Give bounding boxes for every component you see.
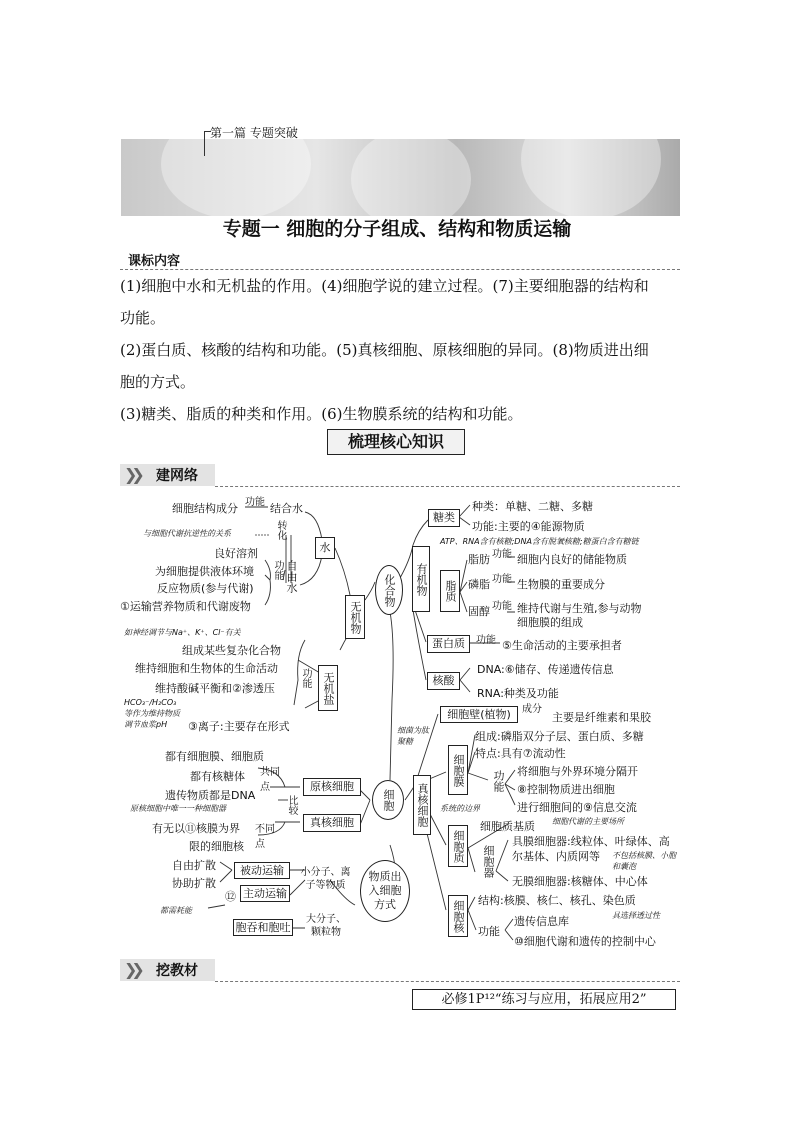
transport-note: 都需耗能 (160, 906, 192, 915)
cell-diff-item: 限的细胞核 (189, 840, 244, 853)
fat-label: 脂肪 (468, 553, 490, 566)
tab-textbook-label: 挖教材 (156, 963, 198, 979)
salt-item: 维持酸碱平衡和②渗透压 (155, 682, 275, 695)
cell-common-item: 都有细胞膜、细胞质 (165, 750, 264, 763)
free-diffusion: 自由扩散 (172, 859, 216, 872)
transport-node: 物质出入细胞方式 (360, 860, 410, 922)
nuc-func-item: ⑩细胞代谢和遗传的控制中心 (514, 935, 656, 948)
page-title: 专题一 细胞的分子组成、结构和物质运输 (222, 218, 572, 240)
func-label: 功能 (492, 601, 512, 612)
salt-item: 维持细胞和生物体的生命活动 (135, 662, 278, 675)
fat-func: 细胞内良好的储能物质 (517, 553, 627, 566)
water-item: 细胞结构成分 (172, 502, 238, 515)
curriculum-line: (2)蛋白质、核酸的结构和功能。(5)真核细胞、原核细胞的异同。(8)物质进出细 (120, 341, 649, 359)
salt-box: 无机盐 (318, 665, 338, 711)
salt-item: ③离子:主要存在形式 (188, 720, 290, 733)
compare-label: 比较 (286, 795, 297, 815)
curriculum-heading: 课标内容 (128, 254, 181, 269)
lipid-box: 脂质 (440, 570, 460, 612)
cell-diff-item: 有无以⑪核膜为界 (152, 822, 240, 835)
wall-comp-label: 成分 (522, 704, 542, 715)
organic-box: 有机物 (412, 546, 430, 612)
organelle-note: 不包括核膜、小胞和囊泡 (612, 851, 676, 871)
rna-func: RNA:种类及功能 (477, 687, 559, 700)
water-item: ①运输营养物质和代谢废物 (120, 600, 251, 613)
tab-network-label: 建网络 (156, 468, 198, 484)
small-molecules: 小分子、离子等物质 (300, 867, 351, 891)
sterol-label: 固醇 (468, 605, 490, 618)
nuc-func-item: 遗传信息库 (514, 915, 569, 928)
part-label: 第一篇 专题突破 (210, 126, 298, 140)
water-item: 为细胞提供液体环境 (155, 565, 254, 578)
sterol-func: 细胞膜的组成 (517, 616, 583, 629)
sugar-note: ATP、RNA含有核糖;DNA含有脱氧核糖;糖蛋白含有糖链 (440, 537, 639, 546)
organelle-none: 无膜细胞器:核糖体、中心体 (512, 875, 648, 888)
func-label: 功能 (492, 549, 512, 560)
mem-func-item: ⑧控制物质进出细胞 (517, 783, 615, 796)
common-label: 共同点 (260, 767, 280, 793)
salt-note2: HCO₃⁻/H₂CO₃等作为维持物质调节血浆pH (124, 698, 180, 729)
free-water: 自由水 (285, 560, 298, 593)
func-label: 功能 (492, 574, 512, 585)
organelle-label: 细胞器 (482, 845, 495, 878)
cytoplasm-box: 细胞质 (448, 825, 468, 867)
membrane-box: 细胞膜 (448, 745, 468, 795)
matrix-label: 细胞质基质 (480, 820, 535, 833)
cell-common-item: 遗传物质都是DNA (165, 789, 256, 802)
phospholipid-label: 磷脂 (468, 578, 490, 591)
water-func-label: 功能 (245, 497, 265, 508)
tab-textbook (120, 959, 215, 981)
ribosome-note: 原核细胞中唯一一种细胞器 (130, 804, 226, 813)
salt-note: 如神经调节与Na⁺、K⁺、Cl⁻有关 (124, 628, 241, 637)
salt-item: 组成某些复杂化合物 (182, 644, 281, 657)
mem-feature: 特点:具有⑦流动性 (475, 747, 566, 760)
func-label: 功能 (476, 635, 496, 646)
large-molecules: 大分子、颗粒物 (306, 914, 346, 938)
prokaryote-box: 原核细胞 (303, 778, 361, 796)
wall-note: 细菌为肽聚糖 (397, 726, 429, 746)
nuc-note: 具选择透过性 (612, 911, 660, 920)
mem-func-item: 进行细胞间的⑨信息交流 (517, 801, 637, 814)
water-box: 水 (315, 537, 335, 559)
endo-exo-box: 胞吞和胞吐 (233, 919, 293, 936)
curriculum-line: (1)细胞中水和无机盐的作用。(4)细胞学说的建立过程。(7)主要细胞器的结构和 (120, 277, 649, 295)
matrix-note: 细胞代谢的主要场所 (552, 817, 624, 826)
textbook-reference: 必修1P¹²“练习与应用，拓展应用2” (412, 989, 676, 1010)
water-item: 反应物质(参与代谢) (157, 582, 254, 595)
cell-common-item: 都有核糖体 (190, 770, 245, 783)
chevron-right-icon: ❯❯ (124, 465, 139, 484)
num12: ⑫ (225, 890, 236, 903)
organelle-mem-cont: 尔基体、内质网等 (512, 850, 600, 863)
cell-node: 细胞 (372, 780, 404, 820)
active-box: 主动运输 (240, 885, 290, 902)
nucleus-box: 细胞核 (448, 895, 468, 937)
dna-func: DNA:⑥储存、传递遗传信息 (477, 663, 614, 676)
water-note: 与细胞代谢抗逆性的关系 (143, 529, 231, 538)
divider (215, 981, 680, 982)
organelle-mem: 具膜细胞器:线粒体、叶绿体、高 (512, 835, 670, 848)
facilitated-diffusion: 协助扩散 (172, 877, 216, 890)
wall-box: 细胞壁(植物) (440, 706, 518, 723)
mem-note: 系统的边界 (440, 804, 480, 813)
nuc-func-label: 功能 (478, 925, 500, 938)
phospholipid-func: 生物膜的重要成分 (517, 578, 605, 591)
sterol-func: 维持代谢与生殖,参与动物 (517, 602, 642, 615)
diff-label: 不同点 (255, 824, 275, 850)
eukaryote-box: 真核细胞 (413, 775, 431, 835)
transform-label: 转化 (275, 520, 286, 540)
nuc-struct: 结构:核膜、核仁、核孔、染色质 (478, 894, 636, 907)
passive-box: 被动运输 (234, 862, 290, 879)
inorganic-box: 无机物 (345, 595, 365, 639)
water-item: 良好溶剂 (214, 547, 258, 560)
sugar-box: 糖类 (428, 509, 460, 527)
protein-box: 蛋白质 (427, 635, 470, 653)
nucleic-box: 核酸 (427, 672, 460, 690)
section-title: 梳理核心知识 (327, 429, 465, 455)
combined-water: 结合水 (270, 502, 303, 515)
curriculum-line: (3)糖类、脂质的种类和作用。(6)生物膜系统的结构和功能。 (120, 405, 523, 423)
mem-func-item: 将细胞与外界环境分隔开 (517, 765, 638, 778)
water-func2-label: 功能 (272, 560, 283, 580)
sugar-kinds: 种类：单糖、二糖、多糖 (472, 500, 593, 513)
wall-main: 主要是纤维素和果胶 (552, 711, 651, 724)
protein-func: ⑤生命活动的主要承担者 (502, 639, 622, 652)
salt-func-label: 功能 (300, 668, 311, 688)
compound-node: 化合物 (375, 565, 403, 615)
sugar-func: 功能:主要的④能源物质 (472, 520, 585, 533)
chevron-right-icon: ❯❯ (124, 960, 139, 979)
mem-func-label: 功能 (492, 770, 505, 792)
curriculum-line: 功能。 (120, 309, 166, 327)
curriculum-line: 胞的方式。 (120, 373, 196, 391)
eukaryote-compare-box: 真核细胞 (303, 814, 361, 832)
mem-comp: 组成:磷脂双分子层、蛋白质、多糖 (475, 730, 644, 743)
